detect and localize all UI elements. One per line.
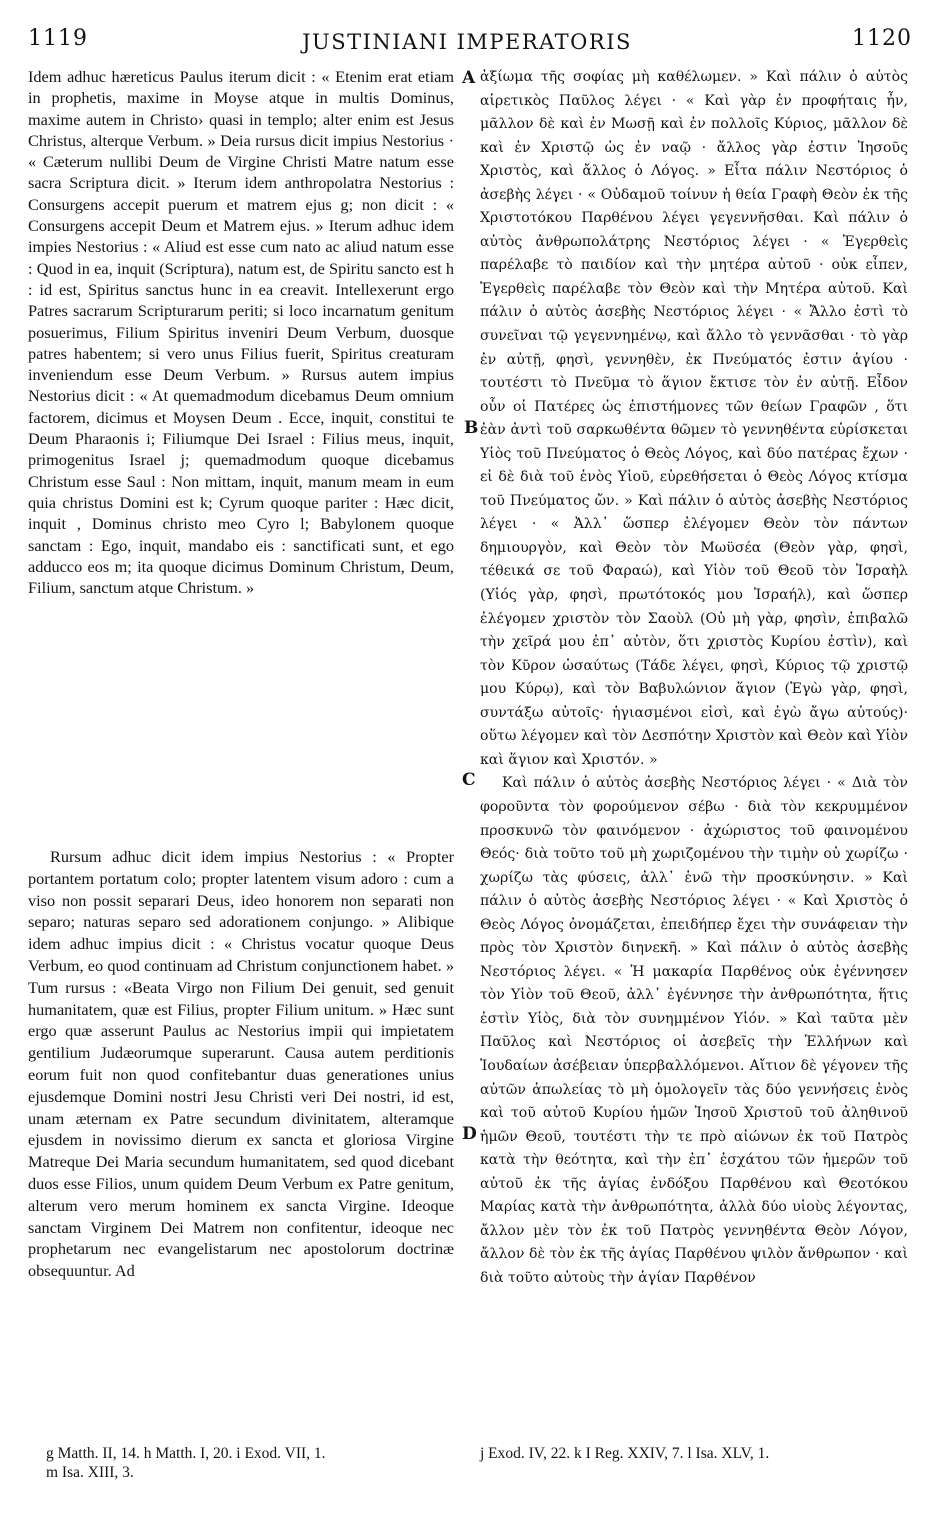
- greek-column: [480, 66, 908, 1438]
- margin-letter-b: B: [464, 418, 479, 438]
- latin-column-top: [28, 66, 454, 802]
- footnote-line: g Matth. II, 14. h Matth. I, 20. i Exod. VII, 1.: [46, 1445, 326, 1462]
- running-title: JUSTINIANI IMPERATORIS: [302, 30, 632, 54]
- greek-paragraph: Καὶ πάλιν ὁ αὐτὸς ἀσεβὴς Νεστόριος λέγει · « Διὰ τὸν φοροῦντα τὸν φορούμενον σέβω · διὰ τὸν κεκρυμμένον προσκυνῶ τὸν φαινόμενον · ἀχώριστος τοῦ φαινομένου Θεός· διὰ τοῦτο τοῦ μὴ χωριζομένου τὴν τιμὴν οὐ χωρίζω · χωρίζω τὰς φύσεις, ἀλλ᾿ ἑνῶ τὴν προσκύνησιν. » Καὶ πάλιν ὁ αὐτὸς ἀσεβὴς Νεστόριος λέγει · « Καὶ Χριστὸς ὁ Θεὸς Λόγος ὀνομάζεται, ἐπειδήπερ ἔχει τὴν συνάφειαν τὴν πρὸς τὸν Χριστὸν διηνεκῆ. » Καὶ πάλιν ὁ αὐτὸς ἀσεβὴς Νεστόριος λέγει. « Ἡ μακαρία Παρθένος οὐκ ἐγέννησεν τὸν Υἱὸν τοῦ Θεοῦ, ἀλλ᾿ ἐγέννησε τὴν ἀνθρωπότητα, ἥτις ἐστὶν Υἱὸς, διὰ τὸν συνημμένον Υἱόν. » Καὶ ταῦτα μὲν Παῦλος καὶ Νεστόριος οἱ ἀσεβεῖς τὴν Ἑλλήνων καὶ Ἰουδαίων ἀσέβειαν ὑπερβαλλόμενοι. Αἴτιον δὲ γέγονεν τῆς αὐτῶν ἀπωλείας τὸ μὴ ὁμολογεῖν τὰς δύο γεννήσεις ἑνὸς καὶ τοῦ αὐτοῦ Κυρίου ἡμῶν Ἰησοῦ Χριστοῦ τοῦ ἀληθινοῦ ἡμῶν Θεοῦ, τουτέστι τὴν τε πρὸ αἰώνων ἐκ τοῦ Πατρὸς κατὰ τὴν θεότητα, καὶ τὴν ἐπ᾿ ἐσχάτου τῶν ἡμερῶν τοῦ αὐτοῦ ἐκ τῆς ἁγίας ἐνδόξου Παρθένου καὶ Θεοτόκου Μαρίας κατὰ τὴν ἀνθρωπότητα, ἀλλὰ δύο υἱοὺς λέγοντας, ἄλλον μὲν τὸν ἐκ τοῦ Πατρὸς γεννηθέντα Θεὸν Λόγον, ἄλλον δὲ τὸν ἐκ τῆς ἁγίας Παρθένου ψιλὸν ἄνθρωπον · καὶ διὰ τοῦτο αὐτοὺς τὴν ἁγίαν Παρθένον: [480, 775, 908, 1286]
- margin-letter-c: C: [462, 770, 476, 790]
- footnotes-left: [46, 1444, 456, 1482]
- margin-letter-a: A: [462, 68, 476, 88]
- latin-paragraph: Idem adhuc hæreticus Paulus iterum dicit : « Etenim erat etiam in prophetis, maxime in Moyse atque in multis Dominus, maxime autem in Christo› quasi in templo; alter enim est Jesus Christus, alterque Verbum. » Deia rursus dicit impius Nestorius · « Cæterum nullibi Deum de Virgine Christi Matre natum esse sacra Scriptura dicit. » Iterum idem anthropolatra Nestorius : Consurgens accepit puerum et matrem ejus g; non dicit : « Consurgens accepit Deum et Matrem ejus. » Iterum adhuc idem impies Nestorius : « Aliud est esse cum nato ac aliud natum esse : Quod in ea, inquit (Scriptura), natum est, de Spiritu sancto est h : id est, Spiritus sanctus hunc in ea creavit. Intellexerunt ergo Patres sacrarum Scripturarum periti; si loco incarnatum genitum posuerimus, Filium Spiritus inveniri Deum Verbum, duosque patres habentem; si vero unus Filius fuerit, Spiritus creaturam inveniendum esse Deum Verbum. » Rursus autem impius Nestorius dicit : « At quemadmodum dicebamus Deum omnium factorem, dicimus et Moysen Deum . Ecce, inquit, constitui te Deum Pharaonis i; Filiumque Dei Israel : Filius meus, inquit, primogenitus Israel j; quemadmodum quoque dicebamus Christum esse Saul : Non mittam, inquit, manum meam in eum quia christus Domini est k; Cyrum quoque pariter : Hæc dicit, inquit , Dominus christo meo Cyro l; Babylonem quoque sanctam : Ego, inquit, mandabo eis : sanctificati sunt, et ego adducco eos m; ita quoque dicimus Dominum Christum, Deum, Filium, sanctum atque Christum. »: [28, 67, 454, 598]
- page-number-right: 1120: [852, 26, 912, 51]
- latin-column-bottom: [28, 846, 454, 1436]
- footnote-line: m Isa. XIII, 3.: [46, 1464, 134, 1481]
- page-number-left: 1119: [28, 26, 88, 51]
- footnotes-right: [480, 1444, 908, 1463]
- greek-paragraph: ἀξίωμα τῆς σοφίας μὴ καθέλωμεν. » Καὶ πάλιν ὁ αὐτὸς αἱρετικὸς Παῦλος λέγει · « Καὶ γὰρ ἐν προφήταις ἦν, μᾶλλον δὲ καὶ ἐν Μωσῇ καὶ ἐν πολλοῖς Κύριος, μᾶλλον δὲ καὶ ἐν Χριστῷ ὡς ἐν ναῷ · ἄλλος γὰρ ἐστιν Ἰησοῦς Χριστὸς, καὶ ἄλλος ὁ Λόγος. » Εἶτα πάλιν Νεστόριος ὁ ἀσεβὴς λέγει · « Οὐδαμοῦ τοίνυν ἡ θεία Γραφὴ Θεὸν ἐκ τῆς Χριστοτόκου Παρθένου λέγει γεγεννῆσθαι. Καὶ πάλιν ὁ αὐτὸς ἀνθρωπολάτρης Νεστόριος λέγει · « Ἐγερθεὶς παρέλαβε τὸ παιδίον καὶ τὴν μητέρα αὐτοῦ · οὐκ εἶπεν, Ἐγερθεὶς παρέλαβε τὸν Θεὸν καὶ τὴν Μητέρα αὐτοῦ. Καὶ πάλιν ὁ αὐτὸς ἀσεβὴς Νεστόριος λέγει · « Ἄλλο ἐστὶ τὸ συνεῖναι τῷ γεγεννημένῳ, καὶ ἄλλο τὸ γεννᾶσθαι · τὸ γὰρ ἐν αὐτῇ, φησὶ, γεννηθὲν, ἐκ Πνεύματός ἐστιν ἁγίου · τουτέστι τὸ Πνεῦμα τὸ ἅγιον ἔκτισε τὸν ἐν αὐτῇ. Εἶδον οὖν οἱ Πατέρες ὡς ἐπιστήμονες τῶν θείων Γραφῶν , ὅτι ἐὰν ἀντὶ τοῦ σαρκωθέντα θῶμεν τὸ γεννηθέντα εὑρίσκεται Υἱὸς τοῦ Πνεύματος ὁ Θεὸς Λόγος, καὶ δύο πατέρας ἔχων · εἰ δὲ διὰ τοῦ ἑνὸς Υἱοῦ, εὑρεθήσεται ὁ Θεὸς Λόγος κτίσμα τοῦ Πνεύματος ὤν. » Καὶ πάλιν ὁ αὐτὸς ἀσεβὴς Νεστόριος λέγει · « Ἀλλ᾿ ὥσπερ ἐλέγομεν Θεὸν τὸν πάντων δημιουργὸν, καὶ Θεὸν τὸν Μωϋσέα (Θεὸν γὰρ, φησὶ, τέθεικά σε τοῦ Φαραώ), καὶ Υἱὸν τοῦ Θεοῦ τὸν Ἰσραὴλ (Υἱός γὰρ, φησὶ, πρωτότοκός μου Ἰσραήλ), καὶ ὥσπερ ἐλέγομεν χριστὸν τὸν Σαοὺλ (Οὐ μὴ γὰρ, φησὶν, ἐπιβαλῶ τὴν χεῖρά μου ἐπ᾿ αὐτὸν, ὅτι χριστὸς Κυρίου ἐστὶν), καὶ τὸν Κῦρον ὡσαύτως (Τάδε λέγει, φησὶ, Κύριος τῷ χριστῷ μου Κύρῳ), καὶ τὸν Βαβυλώνιον ἅγιον (Ἐγὼ γὰρ, φησὶ, συντάξω αὐτοῖς· ἡγιασμένοι εἰσὶ, καὶ ἐγὼ ἄγω αὐτούς)· οὕτω λέγομεν καὶ τὸν Δεσπότην Χριστὸν καὶ Θεὸν καὶ Υἱὸν καὶ ἅγιον καὶ Χριστόν. »: [480, 69, 908, 768]
- footnote-line: j Exod. IV, 22. k I Reg. XXIV, 7. l Isa. XLV, 1.: [480, 1445, 770, 1462]
- latin-paragraph: Rursum adhuc dicit idem impius Nestorius : « Propter portantem portatum colo; propter latentem visum adoro : cum a viso non possit separari Deus, ideo honorem non separati non separo; naturas separo sed adorationem conjungo. » Alibique idem adhuc impius dicit : « Christus vocatur quoque Deus Verbum, eo quod continuam ad Christum conjunctionem habet. » Tum rursus : «Beata Virgo non Filium Dei genuit, sed genuit humanitatem, quæ est Filius, propter Filium unitum. » Hæc sunt ergo quæ asserunt Paulus ac Nestorius impii qui impietatem gentilium Judæorumque superarunt. Causa autem perditionis eorum fuit non quod confitebantur duas generationes unius ejusdemque Domini nostri Jesu Christi veri Dei nostri, id est, unam æternam ex Patre secundum divinitatem, alteramque ejusdem in novissimo dierum ex sancta et gloriosa Virgine Matreque Dei Maria secundum humanitatem, sed quod dicebant duos esse Filios, unum quidem Deum Verbum ex Patre genitum, alterum vero merum hominem ex sancta Virgine. Ideoque sanctam Virginem Dei Matrem non confitentur, ideoque nec prophetarum nec evangelistarum nec apostolorum doctrinæ obsequuntur. Ad: [28, 847, 454, 1281]
- margin-letter-d: D: [462, 1124, 477, 1144]
